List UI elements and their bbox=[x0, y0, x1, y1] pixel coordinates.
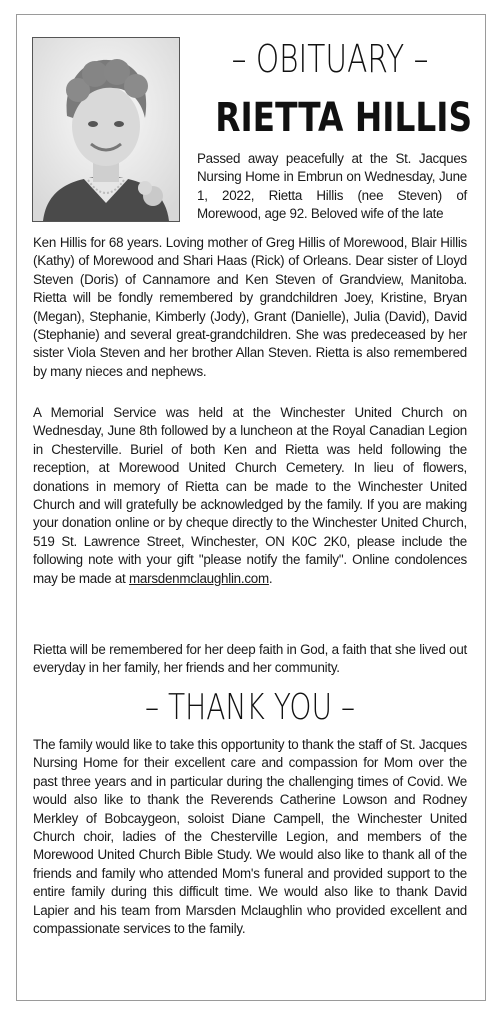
memorial-paragraph bbox=[33, 404, 467, 588]
faith-paragraph: Rietta will be remembered for her deep faith in God, a faith that she lived out everyday in her family, her friends and her community. bbox=[33, 642, 467, 676]
portrait-photo bbox=[32, 37, 180, 222]
obituary-family-paragraph: Ken Hillis for 68 years. Loving mother of Greg Hillis of Morewood, Blair Hillis (Kathy) of Morewood and Shari Haas (Rick) of Orleans. Dear sister of Lloyd Steven (Doris) of Cannamore and Ken Steven of Grandview, Manitoba. Rietta will be fondly remembered by grandchildren Joey, Kristine, Bryan (Megan), Stephanie, Kimberly (Jody), Grant (Danielle), Julia (David), David (Stephanie) and several great-grandchildren. She was predeceased by her sister Viola Steven and her brother Allan Steven. Rietta is also remembered by many nieces and nephews. bbox=[33, 235, 467, 379]
memorial-text: A Memorial Service was held at the Winchester United Church on Wednesday, June 8th followed by a luncheon at the Royal Canadian Legion in Chesterville. Buriel of both Ken and Rietta was held following the reception, at Morewood United Church Cemetery. In lieu of flowers, donations in memory of Rietta can be made to the Winchester United Church and will gratefully be acknowledged by the family. If you are making your donation online or by cheque directly to the Winchester United Church, 519 St. Lawrence Street, Winchester, ON K0C 2K0, please include the following note with your gift "please notify the family". Online condolences may be made at bbox=[33, 405, 467, 586]
obituary-heading: – OBITUARY – bbox=[231, 37, 429, 81]
link-period: . bbox=[268, 570, 273, 586]
obituary-intro-paragraph: Passed away peacefully at the St. Jacques Nursing Home in Embrun on Wednesday, June 1, 2022, Rietta Hillis (nee Steven) of Morewood, age 92. Beloved wife of the late bbox=[197, 151, 467, 222]
thank-you-paragraph: The family would like to take this opportunity to thank the staff of St. Jacques Nursing Home for their excellent care and compassion for Mom over the past three years and in particular during the challenging times of Covid. We would also like to thank the Reverends Catherine Lowson and Rodney Merkley of Bobcaygeon, soloist Diane Campell, the Winchester United Church choir, ladies of the Chesterville Legion, and members of the Morewood United Church Bible Study. We would also like to thank all of the friends and family who attended Mom's funeral and provided support to the entire family during this difficult time. We would also like to thank David Lapier and his team from Marsden Mclaughlin who provided excellent and compassionate services to the family. bbox=[33, 737, 467, 937]
condolences-link[interactable]: marsdenmclaughlin.com bbox=[129, 570, 269, 586]
deceased-name: RIETTA HILLIS bbox=[215, 95, 473, 141]
thank-you-heading: – THANK YOU – bbox=[144, 687, 356, 728]
